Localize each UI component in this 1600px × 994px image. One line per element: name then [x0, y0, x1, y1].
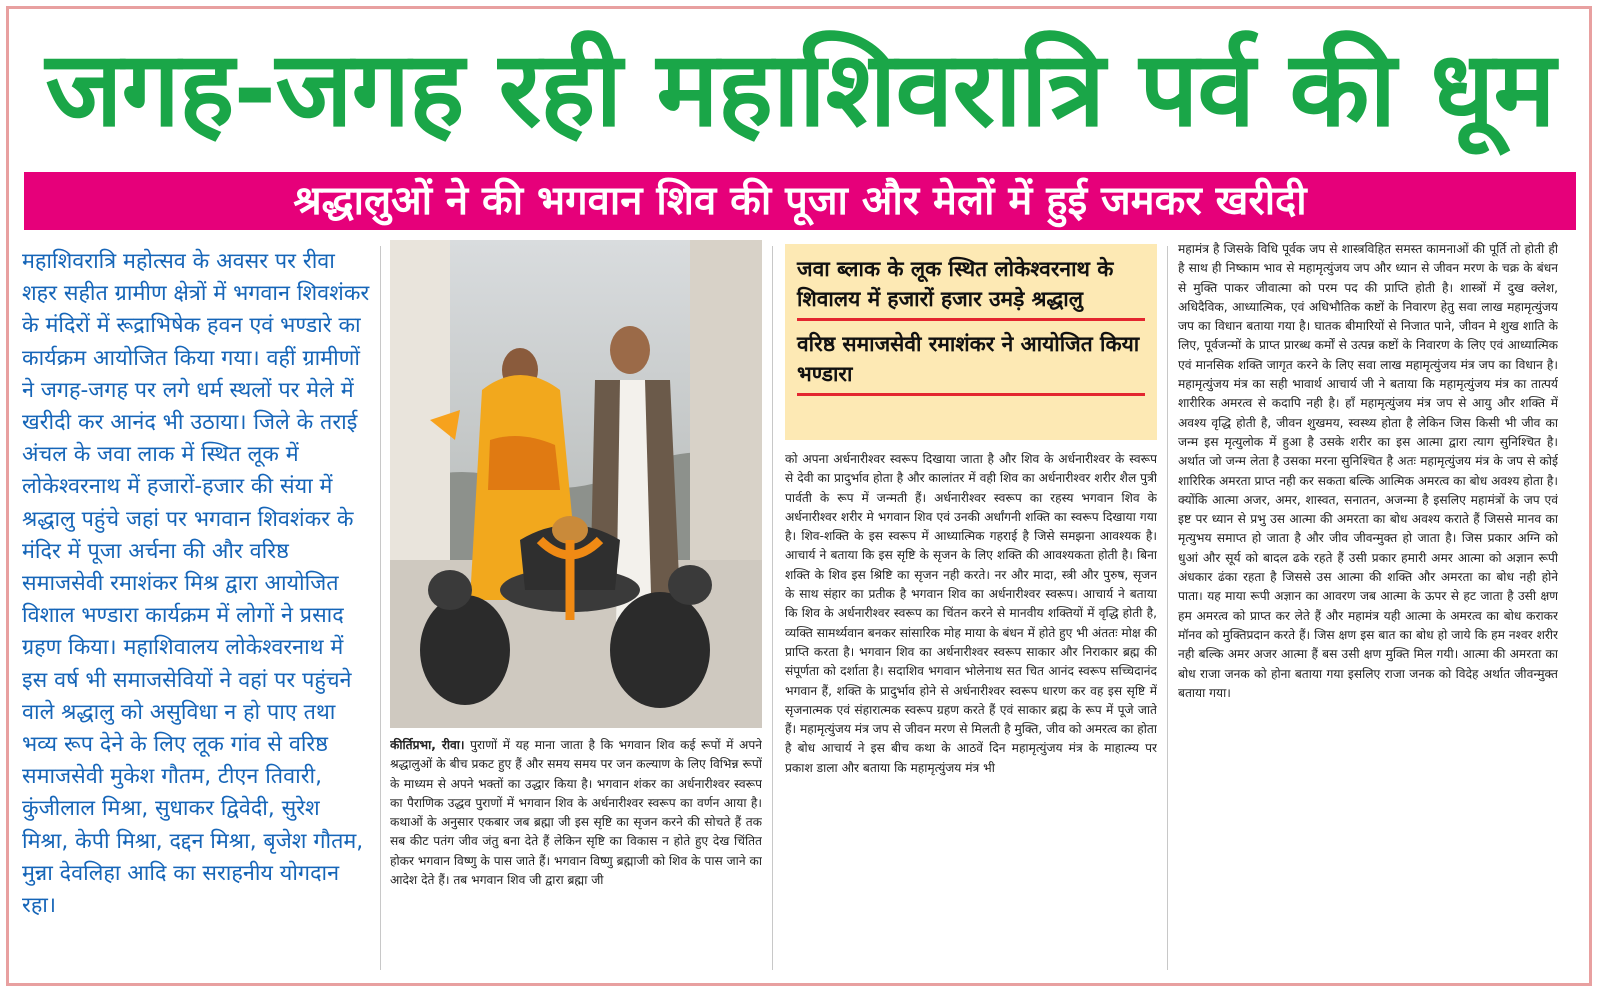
article-column-1 [390, 736, 762, 974]
highlight-box [785, 244, 1157, 440]
subheadline-banner: श्रद्धालुओं ने की भगवान शिव की पूजा और मेलों में हुई जमकर खरीदी [24, 172, 1576, 230]
highlight-headline-1: जवा ब्लाक के लूक स्थित लोकेश्वरनाथ के शिवालय में हजारों हजार उमड़े श्रद्धालु [797, 257, 1114, 311]
headline: जगह-जगह रही महाशिवरात्रि पर्व की धूम [45, 28, 1555, 150]
article-column-2: को अपना अर्धनारीश्वर स्वरूप दिखाया जाता है और शिव के अर्धनारीश्वर के स्वरूप से देवी का प्रादुर्भाव होता है और कालांतर में वही शिव का अर्धनारीश्वर शरीर शैल पुत्री पार्वती के रूप में जन्मती हैं। अर्धनारीश्वर स्वरूप का रहस्य भगवान शिव के अर्धनारीश्वर शरीर मे भगवान शिव एवं उनकी अर्धांगनी शक्ति का स्वरूप दिखाया गया है। शिव-शक्ति के इस स्वरूप में आध्यात्मिक गहराई है जिसे समझना आवश्यक है। आचार्य ने बताया कि इस सृष्टि के सृजन के लिए शक्ति की आवश्यकता होती है। बिना शक्ति के शिव इस श्रिष्टि का सृजन नही करते। नर और मादा, स्त्री और पुरुष, सृजन के साथ संहार का प्रतीक है भगवान शिव का अर्धनारीश्वर स्वरूप। आचार्य ने बताया कि शिव के अर्धनारीश्वर स्वरूप का चिंतन करने से मानवीय शक्तियों में वृद्धि होती है, व्यक्ति सामर्थ्यवान बनकर सांसारिक मोह माया के बंधन में होते हुए भी अंततः मोक्ष की प्राप्ति करता है। भगवान शिव का अर्धनारीश्वर स्वरूप साकार और निराकार ब्रह्म की संपूर्णता को दर्शाता है। सदाशिव भगवान भोलेनाथ सत चित आनंद स्वरूप सच्चिदानंद भगवान हैं, शक्ति के प्रादुर्भाव होने से अर्धनारीश्वर स्वरूप धारण कर वह इस सृष्टि में सृजनात्मक एवं संहारात्मक स्वरूप ग्रहण करते हैं एवं साकार ब्रह्म के रूप में पूजे जाते हैं। महामृत्युंजय मंत्र जप से जीवन मरण से मिलती है मुक्ति, जीव को अमरत्व का होता है बोध आचार्य ने इस बीच कथा के आठवें दिन महामृत्युंजय मंत्र के माहात्म्य पर प्रकाश डाला और बताया कि महामृत्युंजय मंत्र भी [785, 452, 1157, 775]
lead-story: महाशिवरात्रि महोत्सव के अवसर पर रीवा शहर सहीत ग्रामीण क्षेत्रों में भगवान शिवशंकर के मंदिरों में रूद्राभिषेक हवन एवं भण्डारे का कार्यक्रम आयोजित किया गया। वहीं ग्रामीणों ने जगह-जगह पर लगे धर्म स्थलों पर मेले में खरीदी कर आनंद भी उठाया। जिले के तराई अंचल के जवा लाक में स्थित लूक में लोकेश्वरनाथ में हजारों-हजार की संया में श्रद्धालु पहुंचे जहां पर भगवान शिवशंकर के मंदिर में पूजा अर्चना की और वरिष्ठ समाजसेवी रमाशंकर मिश्र द्वारा आयोजित विशाल भण्डारा कार्यक्रम में लोगों ने प्रसाद ग्रहण किया। महाशिवालय लोकेश्वरनाथ में इस वर्ष भी समाजसेवियों ने वहां पर पहुंचने वाले श्रद्धालु को असुविधा न हो पाए तथा भव्य रूप देने के लिए लूक गांव से वरिष्ठ समाजसेवी मुकेश गौतम, टीएन तिवारी, कुंजीलाल मिश्रा, सुधाकर द्विवेदी, सुरेश मिश्रा, केपी मिश्रा, दद्दन मिश्रा, बृजेश गौतम, मुन्ना देवलिहा आदि का सराहनीय योगदान रहा। [22, 249, 370, 919]
highlight-rule [797, 318, 1145, 321]
column-divider [380, 246, 381, 970]
highlight-headline-2: वरिष्ठ समाजसेवी रमाशंकर ने आयोजित किया भण्डारा [797, 332, 1140, 386]
column-divider [1167, 246, 1168, 970]
temple-photo [390, 240, 762, 728]
article-text-col1: पुराणों में यह माना जाता है कि भगवान शिव कई रूपों में अपने श्रद्धालुओं के बीच प्रकट हुए हैं और समय समय पर जन कल्याण के लिए विभिन्न रूपों के माध्यम से अपने भक्तों का उद्धार किया है। भगवान शंकर का अर्धनारीश्वर स्वरूप का पैराणिक उद्धव पुराणों में भगवान शिव के अर्धनारीश्वर स्वरूप का वर्णन आया है। कथाओं के अनुसार एकबार जब ब्रह्मा जी इस सृष्टि का सृजन करने की सोचते हैं तक सब कीट पतंग जीव जंतु बना देते हैं लेकिन सृष्टि का विकास न होते हुए देख चिंतित होकर भगवान विष्णु के पास जाते हैं। भगवान विष्णु ब्रह्माजी को शिव के पास जाने का आदेश देते हैं। तब भगवान शिव जी द्वारा ब्रह्मा जी [390, 738, 762, 888]
article-column-3: महामंत्र है जिसके विधि पूर्वक जप से शास्त्रविहित समस्त कामनाओं की पूर्ति तो होती ही है साथ ही निष्काम भाव से महामृत्युंजय जप और ध्यान से जीवन मरण के चक्र के बंधन से मुक्ति पाकर जीवात्मा को परम पद की प्राप्ति होती है। शास्त्रों में दुख क्लेश, अधिदैविक, आध्यात्मिक, एवं अधिभौतिक कष्टों के निवारण हेतु सवा लाख महामृत्युंजय जप का विधान बताया गया है। घातक बीमारियों से निजात पाने, जीवन मे शुख शाति के लिए, पूर्वजन्मों के प्राप्त प्रारब्ध कर्मों से उत्पन्न कष्टों के निवारण के लिए एवं आध्यात्मिक एवं मानसिक शक्ति जागृत करने के लिए सवा लाख महामृत्युंजय मंत्र जप का विधान है। महामृत्युंजय मंत्र का सही भावार्थ आचार्य जी ने बताया कि महामृत्युंजय मंत्र का तात्पर्य शारीरिक अमरत्व से कदापि नही है। हाँ महामृत्युंजय मंत्र जप से आयु और शक्ति में अवश्य वृद्धि होती है, जीवन शुखमय, स्वस्थ्य होता है लेकिन जिस किसी भी जीव का जन्म इस मृत्युलोक में हुआ है उसके शरीर का इस आत्मा द्वारा त्याग सुनिश्चित है। अर्थात जो जन्म लेता है उसका मरना सुनिश्चित है अतः महामृत्युंजय मंत्र के जप से कोई शारिरिक अमरता प्राप्त नही कर सकता बल्कि आत्मिक अमरत्व का बोध अवश्य होता है। क्योंकि आत्मा अजर, अमर, शास्वत, सनातन, अजन्मा है इसलिए महामंत्रों के जप एवं इष्ट पर ध्यान से प्रभु उस आत्मा की अमरता का बोध अवश्य कराते हैं जिससे मानव का मृत्युभय समाप्त हो जाता है और जीव जीवन्मुक्त हो जाता है। जिस प्रकार अग्नि को धुआं और सूर्य को बादल ढके रहते हैं उसी प्रकार हमारी अमर आत्मा को अज्ञान रूपी अंधकार ढंका रहता है जिससे उस आत्मा की शक्ति और अमरता का बोध नही होने पाता। यह माया रूपी अज्ञान का आवरण जब आत्मा के ऊपर से हट जाता है उसी क्षण हम अमरत्व को प्राप्त कर लेते हैं और महामंत्र यही आत्मा के अमरत्व का बोध कराकर मॉनव को मुक्तिप्रदान करते हैं। जिस क्षण इस बात का बोध हो जाये कि हम नश्वर शरीर नही बल्कि अमर अजर आत्मा हैं बस उसी क्षण मुक्ति मिल गयी। आत्मा की अमरता का बोध राजा जनक को होना बताया गया इसलिए राजा जनक को विदेह अर्थात जीवन्मुक्त बताया गया। [1178, 242, 1558, 700]
column-divider [772, 246, 773, 970]
highlight-rule [797, 393, 1145, 396]
dateline: कीर्तिप्रभा, रीवा। [390, 738, 465, 752]
